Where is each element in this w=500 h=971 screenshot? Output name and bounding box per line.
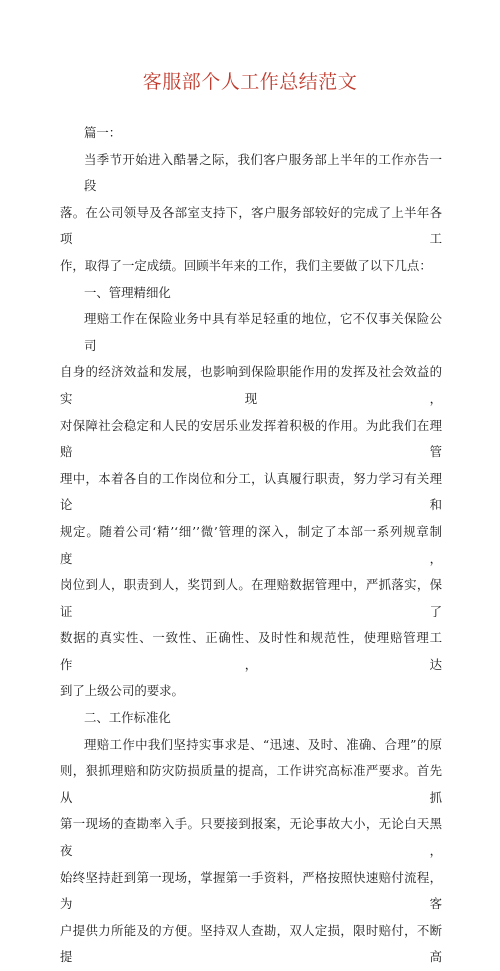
text-line: 规定。随着公司‘精’‘细’’微’管理的深入，制定了本部一系列规章制度，	[60, 523, 442, 566]
document-body	[60, 120, 442, 971]
text-line: 自身的经济效益和发展，也影响到保险职能作用的发挥及社会效益的实现，	[60, 364, 442, 406]
text-line: 理赔工作在保险业务中具有举足轻重的地位，它不仅事关保险公司	[84, 311, 442, 353]
text-line: 到了上级公司的要求。	[60, 683, 184, 699]
document-title: 客服部个人工作总结范文	[142, 71, 358, 93]
text-line: 第一现场的查勘率入手。只要接到报案，无论事故大小，无论白天黑夜，	[60, 816, 442, 859]
text-line: 理赔工作中我们坚持实事求是、“迅速、及时、准确、合理”的原	[84, 736, 442, 752]
text-line: 对保障社会稳定和人民的安居乐业发挥着积极的作用。为此我们在理赔管	[60, 417, 442, 460]
text-line: 理中，本着各自的工作岗位和分工，认真履行职责，努力学习有关理论和	[60, 470, 442, 513]
text-line: 户提供力所能及的方便。坚持双人查勘，双人定损，限时赔付，不断提高	[60, 922, 442, 965]
text-line: 篇一：	[84, 125, 122, 140]
text-line: 作，取得了一定成绩。回顾半年来的工作，我们主要做了以下几点：	[60, 257, 432, 273]
text-line: 岗位到人，职责到人，奖罚到人。在理赔数据管理中，严抓落实，保证了	[60, 577, 442, 619]
text-line: 落。在公司领导及各部室支持下，客户服务部较好的完成了上半年各项工	[60, 204, 442, 247]
text-line: 始终坚持赶到第一现场，掌握第一手资料，严格按照快速赔付流程，为客	[60, 869, 442, 912]
text-line: 一、管理精细化	[84, 284, 171, 300]
text-line: 则，狠抓理赔和防灾防损质量的提高，工作讲究高标准严要求。首先从抓	[60, 763, 442, 805]
text-line: 当季节开始进入酷暑之际，我们客户服务部上半年的工作亦告一段	[84, 151, 442, 194]
text-line: 二、工作标准化	[84, 710, 171, 726]
text-line: 数据的真实性、一致性、正确性、及时性和规范性，使理赔管理工作，达	[60, 630, 442, 672]
